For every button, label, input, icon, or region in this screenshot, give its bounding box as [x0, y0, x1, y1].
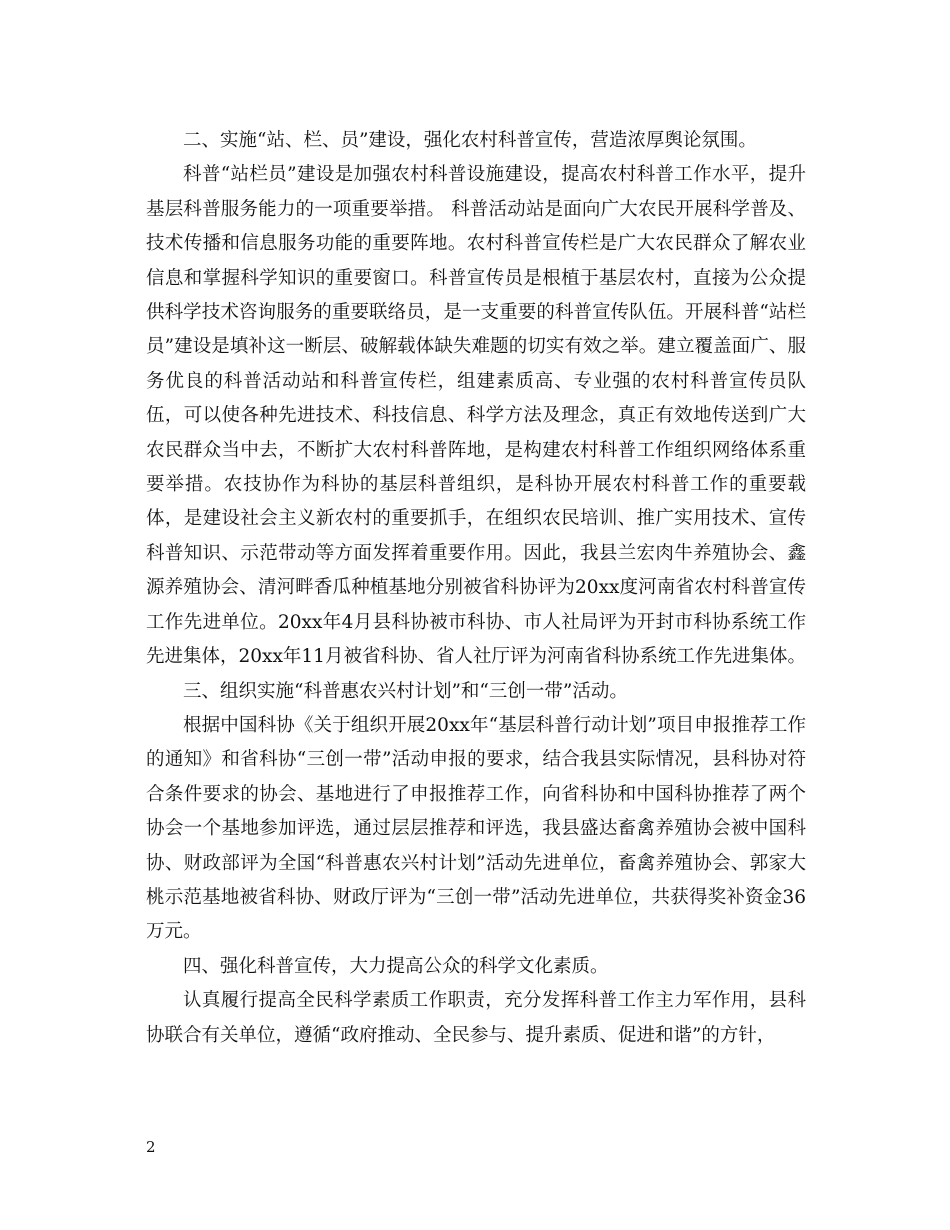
page-number: 2: [146, 1138, 156, 1156]
document-body: [146, 124, 806, 1053]
body-paragraph: 根据中国科协《关于组织开展20xx年“基层科普行动计划”项目申报推荐工作的通知》和省科协“三创一带”活动申报的要求，结合我县实际情况，县科协对符合条件要求的协会、基地进行了申报推荐工作，向省科协和中国科协推荐了两个协会一个基地参加评选，通过层层推荐和评选，我县盛达畜禽养殖协会被中国科协、财政部评为全国“科普惠农兴村计划”活动先进单位，畜禽养殖协会、郭家大桃示范基地被省科协、财政厅评为“三创一带”活动先进单位，共获得奖补资金36万元。: [146, 714, 806, 943]
section-heading-3: 三、组织实施“科普惠农兴村计划”和“三创一带”活动。: [183, 680, 628, 702]
section-heading-2: 二、实施“站、栏、员”建设，强化农村科普宣传，营造浓厚舆论氛围。: [183, 130, 757, 151]
body-paragraph: 认真履行提高全民科学素质工作职责，充分发挥科普工作主力军作用，县科协联合有关单位，遵循“政府推动、全民参与、提升素质、促进和谐”的方针，: [146, 990, 806, 1046]
section-heading-4: 四、强化科普宣传，大力提高公众的科学文化素质。: [183, 955, 609, 977]
body-paragraph: 科普“站栏员”建设是加强农村科普设施建设，提高农村科普工作水平，提升基层科普服务能力的一项重要举措。 科普活动站是面向广大农民开展科学普及、技术传播和信息服务功能的重要阵地。农村科普宣传栏是广大农民群众了解农业信息和掌握科学知识的重要窗口。科普宣传员是根植于基层农村，直接为公众提供科学技术咨询服务的重要联络员，是一支重要的科普宣传队伍。开展科普“站栏员”建设是填补这一断层、破解载体缺失难题的切实有效之举。建立覆盖面广、服务优良的科普活动站和科普宣传栏，组建素质高、专业强的农村科普宣传员队伍，可以使各种先进技术、科技信息、科学方法及理念，真正有效地传送到广大农民群众当中去，不断扩大农村科普阵地，是构建农村科普工作组织网络体系重要举措。农技协作为科协的基层科普组织，是科协开展农村科普工作的重要载体，是建设社会主义新农村的重要抓手，在组织农民培训、推广实用技术、宣传科普知识、示范带动等方面发挥着重要作用。因此，我县兰宏肉牛养殖协会、鑫源养殖协会、清河畔香瓜种植基地分别被省科协评为20xx度河南省农村科普宣传工作先进单位。20xx年4月县科协被市科协、市人社局评为开封市科协系统工作先进集体，20xx年11月被省科协、省人社厅评为河南省科协系统工作先进集体。: [146, 164, 806, 668]
